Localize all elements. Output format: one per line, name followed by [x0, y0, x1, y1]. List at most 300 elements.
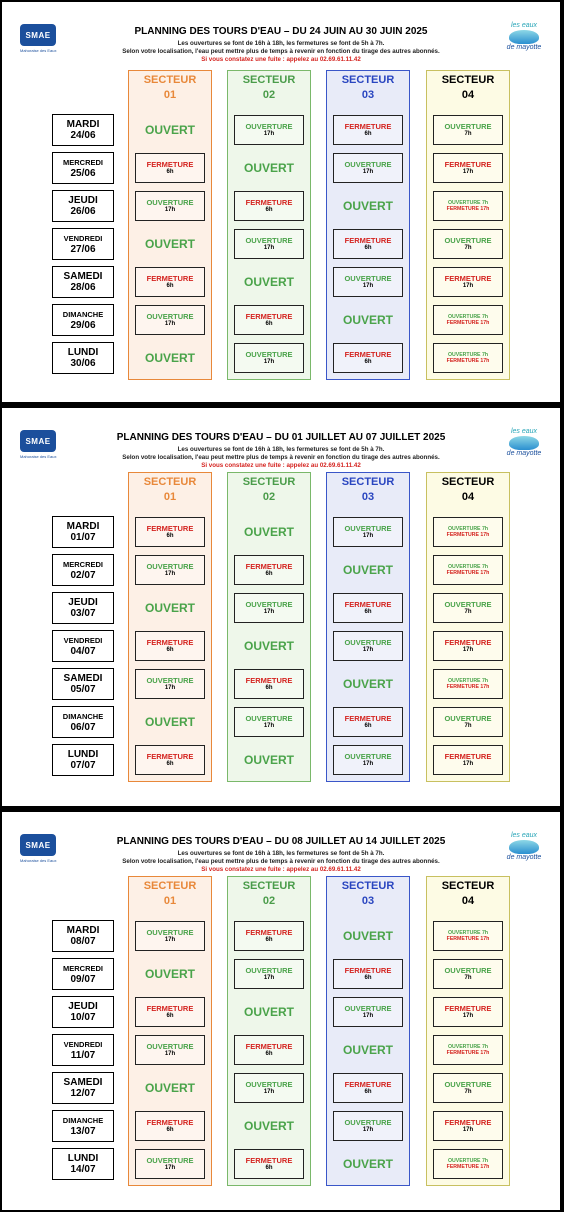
status-closing: FERMETURE: [245, 676, 293, 685]
status-opening: OUVERTURE: [344, 160, 392, 169]
status-time: 17h: [263, 975, 275, 981]
status-time: 17h: [362, 169, 374, 175]
status-closing: FERMETURE: [344, 122, 392, 131]
status-closing: FERMETURE: [344, 714, 392, 723]
status-open: OUVERT: [144, 237, 195, 251]
schedule-cell: [433, 191, 503, 221]
schedule-cell: [433, 745, 503, 775]
planning-panel: [2, 408, 560, 806]
status-time: 17h: [263, 359, 275, 365]
status-closing: FERMETURE 17h: [446, 358, 490, 364]
day-name: JEUDI: [68, 1001, 98, 1012]
day-date: 24/06: [70, 130, 96, 141]
status-time: 17h: [164, 571, 176, 577]
day-name: MARDI: [66, 521, 100, 532]
schedule-cell: [333, 631, 403, 661]
status-closing: FERMETURE: [444, 160, 492, 169]
status-opening: OUVERTURE 7h: [447, 1157, 489, 1164]
schedule-cell: [333, 997, 403, 1027]
day-date: 06/07: [70, 722, 96, 733]
status-time: 17h: [362, 1013, 374, 1019]
day-date: 30/06: [70, 358, 96, 369]
status-opening: OUVERTURE: [146, 928, 194, 937]
sector-label: SECTEUR: [143, 476, 197, 488]
sector-label: SECTEUR: [242, 880, 296, 892]
status-closing: FERMETURE: [444, 638, 492, 647]
logo-text: SMAE: [20, 430, 56, 452]
status-opening: OUVERTURE: [444, 714, 492, 723]
schedule-cell: [135, 959, 205, 989]
schedule-cell: [333, 267, 403, 297]
day-date: 05/07: [70, 684, 96, 695]
day-date: 27/06: [70, 244, 96, 255]
status-open: OUVERT: [243, 639, 294, 653]
schedule-cell: [135, 191, 205, 221]
status-time: 6h: [364, 359, 372, 365]
sector-label: SECTEUR: [143, 880, 197, 892]
status-opening: OUVERTURE: [245, 600, 293, 609]
sector-number: 04: [461, 491, 475, 503]
status-closing: FERMETURE: [344, 236, 392, 245]
status-closing: FERMETURE: [146, 524, 194, 533]
day-label: [52, 1148, 114, 1180]
status-time: 17h: [362, 1127, 374, 1133]
status-time: 17h: [164, 321, 176, 327]
status-time: 17h: [362, 283, 374, 289]
schedule-cell: [135, 1149, 205, 1179]
status-time: 6h: [166, 761, 174, 767]
status-closing: FERMETURE 17h: [446, 1050, 490, 1056]
schedule-cell: [135, 631, 205, 661]
day-name: MARDI: [66, 925, 100, 936]
wave-icon: [509, 436, 539, 450]
location-info: Selon votre localisation, l'eau peut mettre plus de temps à revenir en fonction du tirage des autres abonnés.: [122, 858, 440, 865]
day-label: [52, 920, 114, 952]
schedule-cell: [433, 921, 503, 951]
planning-panel: [2, 812, 560, 1210]
logo-text: SMAE: [20, 834, 56, 856]
day-name: MARDI: [66, 119, 100, 130]
schedule-cell: [333, 1149, 403, 1179]
status-time: 6h: [166, 283, 174, 289]
hours-info: Les ouvertures se font de 16h à 18h, les fermetures se font de 5h à 7h.: [177, 850, 385, 857]
day-label: [52, 630, 114, 662]
day-label: [52, 342, 114, 374]
schedule-cell: [433, 1073, 503, 1103]
schedule-cell: [433, 959, 503, 989]
status-open: OUVERT: [342, 929, 393, 943]
day-label: [52, 668, 114, 700]
sector-number: 02: [262, 89, 276, 101]
schedule-cell: [333, 1035, 403, 1065]
day-name: MERCREDI: [62, 560, 103, 569]
schedule-cell: [135, 1111, 205, 1141]
day-date: 04/07: [70, 646, 96, 657]
status-closing: FERMETURE: [146, 752, 194, 761]
schedule-cell: [333, 191, 403, 221]
day-label: [52, 1072, 114, 1104]
schedule-cell: [333, 229, 403, 259]
status-time: 6h: [166, 1013, 174, 1019]
sector-label: SECTEUR: [242, 476, 296, 488]
sector-number: 02: [262, 895, 276, 907]
sector-label: SECTEUR: [143, 74, 197, 86]
day-name: LUNDI: [67, 1153, 99, 1164]
day-date: 08/07: [70, 936, 96, 947]
day-name: VENDREDI: [63, 234, 103, 243]
day-label: [52, 266, 114, 298]
status-open: OUVERT: [243, 161, 294, 175]
planning-header: [62, 836, 500, 874]
sector-label: SECTEUR: [341, 74, 395, 86]
status-opening: OUVERTURE 7h: [447, 313, 489, 320]
status-time: 6h: [265, 1051, 273, 1057]
hours-info: Les ouvertures se font de 16h à 18h, les fermetures se font de 5h à 7h.: [177, 40, 385, 47]
sector-number: 03: [361, 895, 375, 907]
day-label: [52, 152, 114, 184]
status-closing: FERMETURE 17h: [446, 936, 490, 942]
day-label: [52, 744, 114, 776]
schedule-cell: [135, 593, 205, 623]
schedule-cell: [433, 229, 503, 259]
status-time: 7h: [464, 1089, 472, 1095]
status-closing: FERMETURE: [146, 274, 194, 283]
schedule-cell: [135, 745, 205, 775]
status-time: 6h: [364, 1089, 372, 1095]
status-closing: FERMETURE: [344, 1080, 392, 1089]
schedule-cell: [234, 1073, 304, 1103]
schedule-cell: [433, 707, 503, 737]
status-opening: OUVERTURE: [344, 752, 392, 761]
sector-label: SECTEUR: [341, 880, 395, 892]
planning-title: PLANNING DES TOURS D'EAU – DU 08 JUILLET AU 14 JUILLET 2025: [116, 836, 446, 847]
schedule-cell: [333, 921, 403, 951]
status-closing: FERMETURE 17h: [446, 532, 490, 538]
day-date: 13/07: [70, 1126, 96, 1137]
status-opening: OUVERTURE: [146, 676, 194, 685]
day-name: JEUDI: [68, 195, 98, 206]
status-opening: OUVERTURE: [245, 122, 293, 131]
day-name: DIMANCHE: [62, 1116, 104, 1125]
schedule-cell: [333, 153, 403, 183]
status-time: 6h: [265, 207, 273, 213]
status-closing: FERMETURE: [344, 966, 392, 975]
schedule-cell: [333, 745, 403, 775]
day-date: 14/07: [70, 1164, 96, 1175]
schedule-cell: [234, 305, 304, 335]
schedule-cell: [135, 707, 205, 737]
status-closing: FERMETURE: [344, 350, 392, 359]
schedule-cell: [234, 997, 304, 1027]
day-name: MERCREDI: [62, 964, 103, 973]
location-info: Selon votre localisation, l'eau peut mettre plus de temps à revenir en fonction du tirage des autres abonnés.: [122, 48, 440, 55]
leak-phone: Si vous constatez une fuite : appelez au 02.69.61.11.42: [201, 462, 361, 469]
schedule-cell: [433, 517, 503, 547]
day-name: LUNDI: [67, 749, 99, 760]
status-opening: OUVERTURE 7h: [447, 525, 489, 532]
schedule-cell: [234, 1111, 304, 1141]
schedule-cell: [333, 517, 403, 547]
sector-number: 04: [461, 89, 475, 101]
status-time: 17h: [362, 647, 374, 653]
status-time: 17h: [462, 1127, 474, 1133]
status-time: 6h: [364, 723, 372, 729]
schedule-cell: [234, 343, 304, 373]
day-name: LUNDI: [67, 347, 99, 358]
schedule-cell: [135, 517, 205, 547]
leak-phone: Si vous constatez une fuite : appelez au 02.69.61.11.42: [201, 56, 361, 63]
status-opening: OUVERTURE 7h: [447, 1043, 489, 1050]
day-label: [52, 228, 114, 260]
status-opening: OUVERTURE: [245, 966, 293, 975]
day-label: [52, 516, 114, 548]
sector-number: 04: [461, 895, 475, 907]
status-closing: FERMETURE: [245, 562, 293, 571]
status-open: OUVERT: [342, 563, 393, 577]
day-date: 26/06: [70, 206, 96, 217]
status-time: 7h: [464, 131, 472, 137]
status-opening: OUVERTURE: [146, 1156, 194, 1165]
status-closing: FERMETURE 17h: [446, 320, 490, 326]
eaux-de-mayotte-logo: [502, 428, 546, 468]
day-name: SAMEDI: [63, 1077, 103, 1088]
status-open: OUVERT: [144, 715, 195, 729]
status-time: 6h: [265, 937, 273, 943]
wave-icon: [509, 840, 539, 854]
schedule-cell: [433, 1111, 503, 1141]
status-closing: FERMETURE: [444, 1004, 492, 1013]
status-opening: OUVERTURE: [146, 198, 194, 207]
day-label: [52, 304, 114, 336]
schedule-cell: [234, 267, 304, 297]
status-opening: OUVERTURE: [344, 1004, 392, 1013]
status-time: 17h: [462, 169, 474, 175]
schedule-cell: [333, 669, 403, 699]
schedule-cell: [135, 115, 205, 145]
status-time: 6h: [166, 169, 174, 175]
day-label: [52, 190, 114, 222]
status-opening: OUVERTURE 7h: [447, 199, 489, 206]
status-time: 17h: [462, 283, 474, 289]
day-date: 28/06: [70, 282, 96, 293]
status-time: 6h: [166, 533, 174, 539]
schedule-cell: [234, 959, 304, 989]
sector-label: SECTEUR: [441, 880, 495, 892]
hours-info: Les ouvertures se font de 16h à 18h, les fermetures se font de 5h à 7h.: [177, 446, 385, 453]
logo-subtitle: Mahoraise des Eaux: [20, 48, 57, 53]
status-open: OUVERT: [243, 1005, 294, 1019]
sector-number: 01: [163, 89, 177, 101]
schedule-cell: [234, 631, 304, 661]
planning-header: [62, 26, 500, 64]
status-opening: OUVERTURE: [444, 966, 492, 975]
status-closing: FERMETURE: [245, 1042, 293, 1051]
schedule-cell: [333, 707, 403, 737]
schedule-cell: [135, 555, 205, 585]
status-opening: OUVERTURE: [444, 122, 492, 131]
schedule-cell: [333, 115, 403, 145]
schedule-cell: [333, 555, 403, 585]
status-closing: FERMETURE: [146, 638, 194, 647]
status-time: 17h: [164, 685, 176, 691]
day-name: VENDREDI: [63, 1040, 103, 1049]
status-open: OUVERT: [243, 1119, 294, 1133]
status-time: 17h: [462, 647, 474, 653]
logo-subtitle: Mahoraise des Eaux: [20, 454, 57, 459]
sector-label: SECTEUR: [242, 74, 296, 86]
schedule-cell: [433, 997, 503, 1027]
schedule-cell: [333, 305, 403, 335]
day-label: [52, 958, 114, 990]
sector-number: 02: [262, 491, 276, 503]
schedule-cell: [333, 343, 403, 373]
day-name: DIMANCHE: [62, 310, 104, 319]
schedule-cell: [135, 669, 205, 699]
planning-header: [62, 432, 500, 470]
status-closing: FERMETURE: [245, 1156, 293, 1165]
status-time: 6h: [364, 245, 372, 251]
day-label: [52, 554, 114, 586]
schedule-cell: [135, 305, 205, 335]
schedule-cell: [234, 669, 304, 699]
schedule-cell: [433, 555, 503, 585]
status-opening: OUVERTURE: [146, 562, 194, 571]
status-time: 17h: [164, 207, 176, 213]
status-opening: OUVERTURE: [344, 524, 392, 533]
status-closing: FERMETURE 17h: [446, 684, 490, 690]
status-time: 6h: [265, 685, 273, 691]
status-opening: OUVERTURE: [146, 1042, 194, 1051]
day-date: 10/07: [70, 1012, 96, 1023]
location-info: Selon votre localisation, l'eau peut mettre plus de temps à revenir en fonction du tirage des autres abonnés.: [122, 454, 440, 461]
status-closing: FERMETURE: [146, 160, 194, 169]
status-open: OUVERT: [243, 753, 294, 767]
status-time: 6h: [265, 1165, 273, 1171]
schedule-cell: [234, 229, 304, 259]
status-time: 17h: [462, 1013, 474, 1019]
sector-label: SECTEUR: [341, 476, 395, 488]
status-time: 17h: [164, 937, 176, 943]
schedule-cell: [234, 115, 304, 145]
schedule-cell: [433, 631, 503, 661]
status-closing: FERMETURE 17h: [446, 206, 490, 212]
schedule-cell: [433, 305, 503, 335]
partner-line1: les eaux: [510, 832, 538, 839]
status-time: 17h: [263, 131, 275, 137]
smae-logo: [20, 430, 58, 459]
sector-number: 03: [361, 491, 375, 503]
status-open: OUVERT: [342, 313, 393, 327]
status-opening: OUVERTURE: [444, 236, 492, 245]
schedule-cell: [234, 1035, 304, 1065]
schedule-cell: [433, 343, 503, 373]
status-closing: FERMETURE: [245, 312, 293, 321]
schedule-cell: [135, 921, 205, 951]
status-closing: FERMETURE 17h: [446, 1164, 490, 1170]
schedule-cell: [433, 1149, 503, 1179]
schedule-cell: [135, 997, 205, 1027]
schedule-cell: [234, 517, 304, 547]
schedule-cell: [234, 191, 304, 221]
eaux-de-mayotte-logo: [502, 22, 546, 62]
day-label: [52, 1034, 114, 1066]
leak-phone: Si vous constatez une fuite : appelez au 02.69.61.11.42: [201, 866, 361, 873]
day-label: [52, 592, 114, 624]
status-closing: FERMETURE: [245, 198, 293, 207]
day-name: MERCREDI: [62, 158, 103, 167]
schedule-cell: [234, 745, 304, 775]
status-closing: FERMETURE: [344, 600, 392, 609]
status-open: OUVERT: [342, 677, 393, 691]
day-label: [52, 114, 114, 146]
logo-text: SMAE: [20, 24, 56, 46]
status-opening: OUVERTURE: [444, 1080, 492, 1089]
status-opening: OUVERTURE: [344, 274, 392, 283]
status-closing: FERMETURE: [146, 1004, 194, 1013]
status-closing: FERMETURE: [444, 1118, 492, 1127]
day-date: 01/07: [70, 532, 96, 543]
status-opening: OUVERTURE 7h: [447, 351, 489, 358]
planning-title: PLANNING DES TOURS D'EAU – DU 01 JUILLET AU 07 JUILLET 2025: [116, 432, 446, 443]
status-closing: FERMETURE: [444, 274, 492, 283]
schedule-cell: [433, 115, 503, 145]
status-time: 17h: [263, 609, 275, 615]
schedule-cell: [333, 1111, 403, 1141]
sector-number: 01: [163, 491, 177, 503]
partner-line2: de mayotte: [506, 854, 542, 861]
status-time: 6h: [265, 321, 273, 327]
status-opening: OUVERTURE: [344, 1118, 392, 1127]
schedule-cell: [433, 1035, 503, 1065]
status-time: 6h: [166, 1127, 174, 1133]
smae-logo: [20, 834, 58, 863]
status-time: 17h: [263, 723, 275, 729]
day-date: 09/07: [70, 974, 96, 985]
status-open: OUVERT: [144, 123, 195, 137]
day-name: VENDREDI: [63, 636, 103, 645]
sector-label: SECTEUR: [441, 476, 495, 488]
day-label: [52, 1110, 114, 1142]
day-name: JEUDI: [68, 597, 98, 608]
status-open: OUVERT: [144, 1081, 195, 1095]
status-open: OUVERT: [243, 525, 294, 539]
planning-title: PLANNING DES TOURS D'EAU – DU 24 JUIN AU 30 JUIN 2025: [134, 26, 428, 37]
status-time: 7h: [464, 723, 472, 729]
status-opening: OUVERTURE: [146, 312, 194, 321]
status-open: OUVERT: [342, 1157, 393, 1171]
schedule-cell: [333, 593, 403, 623]
schedule-cell: [135, 153, 205, 183]
planning-panel: [2, 2, 560, 402]
schedule-cell: [234, 153, 304, 183]
status-open: OUVERT: [144, 601, 195, 615]
day-label: [52, 706, 114, 738]
sector-number: 01: [163, 895, 177, 907]
eaux-de-mayotte-logo: [502, 832, 546, 872]
day-date: 29/06: [70, 320, 96, 331]
status-closing: FERMETURE: [444, 752, 492, 761]
status-time: 17h: [462, 761, 474, 767]
status-closing: FERMETURE: [245, 928, 293, 937]
status-opening: OUVERTURE: [444, 600, 492, 609]
schedule-cell: [135, 1035, 205, 1065]
schedule-cell: [234, 921, 304, 951]
schedule-cell: [433, 267, 503, 297]
status-time: 17h: [362, 761, 374, 767]
status-time: 6h: [364, 975, 372, 981]
status-time: 6h: [265, 571, 273, 577]
status-opening: OUVERTURE: [344, 638, 392, 647]
